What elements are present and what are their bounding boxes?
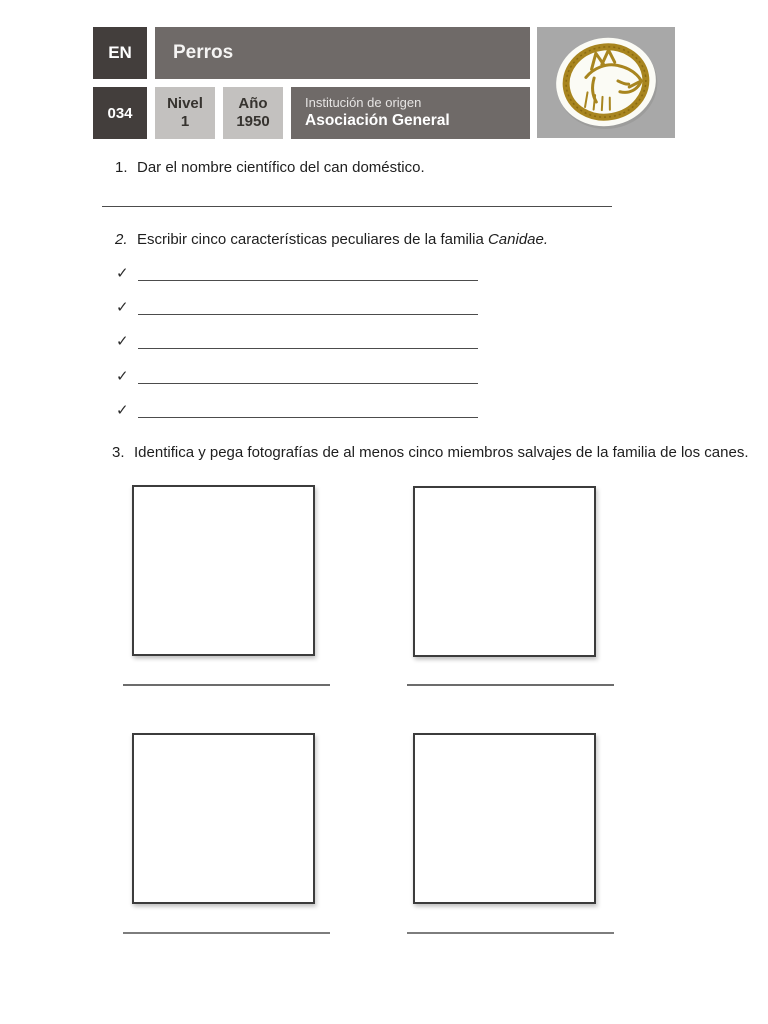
level-box bbox=[155, 87, 215, 139]
question-1-number: 1. bbox=[115, 159, 128, 176]
photo-box bbox=[132, 733, 315, 904]
language-code-box bbox=[93, 27, 147, 79]
honor-number-box bbox=[93, 87, 147, 139]
photo-caption-line bbox=[123, 932, 330, 934]
checklist-answer-line bbox=[138, 314, 478, 315]
photo-caption-line bbox=[407, 684, 614, 686]
check-icon: ✓ bbox=[116, 333, 129, 350]
dog-emblem-icon bbox=[537, 27, 675, 138]
check-icon: ✓ bbox=[116, 265, 129, 282]
checklist-answer-line bbox=[138, 383, 478, 384]
photo-box bbox=[413, 733, 596, 904]
question-3 bbox=[112, 444, 749, 461]
question-2-text: Escribir cinco características peculiares de la familia bbox=[137, 231, 488, 248]
institution-bar bbox=[291, 87, 530, 139]
photo-box bbox=[413, 486, 596, 657]
check-icon: ✓ bbox=[116, 402, 129, 419]
check-icon: ✓ bbox=[116, 299, 129, 316]
checklist-answer-line bbox=[138, 280, 478, 281]
year-value: 1950 bbox=[236, 113, 270, 130]
honor-number: 034 bbox=[107, 104, 133, 122]
photo-caption-line bbox=[407, 932, 614, 934]
year-box bbox=[223, 87, 283, 139]
photo-caption-line bbox=[123, 684, 330, 686]
question-2-text-italic: Canidae. bbox=[487, 231, 549, 248]
institution-value: Asociación General bbox=[305, 112, 450, 130]
question-3-text: Identifica y pega fotografías de al menos cinco miembros salvajes de la familia de los canes. bbox=[134, 444, 749, 461]
question-1 bbox=[115, 159, 425, 176]
question-3-number: 3. bbox=[112, 444, 125, 461]
level-label: Nivel bbox=[167, 95, 203, 112]
institution-label: Institución de origen bbox=[305, 95, 422, 111]
honor-title: Perros bbox=[173, 42, 234, 63]
check-icon: ✓ bbox=[116, 368, 129, 385]
honor-title-bar bbox=[155, 27, 530, 79]
checklist-answer-line bbox=[138, 348, 478, 349]
year-label: Año bbox=[238, 95, 268, 112]
photo-box bbox=[132, 485, 315, 656]
language-code: EN bbox=[108, 43, 132, 62]
question-2 bbox=[115, 231, 548, 248]
question-1-answer-line bbox=[102, 206, 612, 207]
level-value: 1 bbox=[180, 113, 190, 130]
question-1-text: Dar el nombre científico del can doméstico. bbox=[137, 159, 425, 176]
honor-patch-image bbox=[537, 27, 675, 138]
question-2-number: 2. bbox=[115, 231, 128, 248]
checklist-answer-line bbox=[138, 417, 478, 418]
